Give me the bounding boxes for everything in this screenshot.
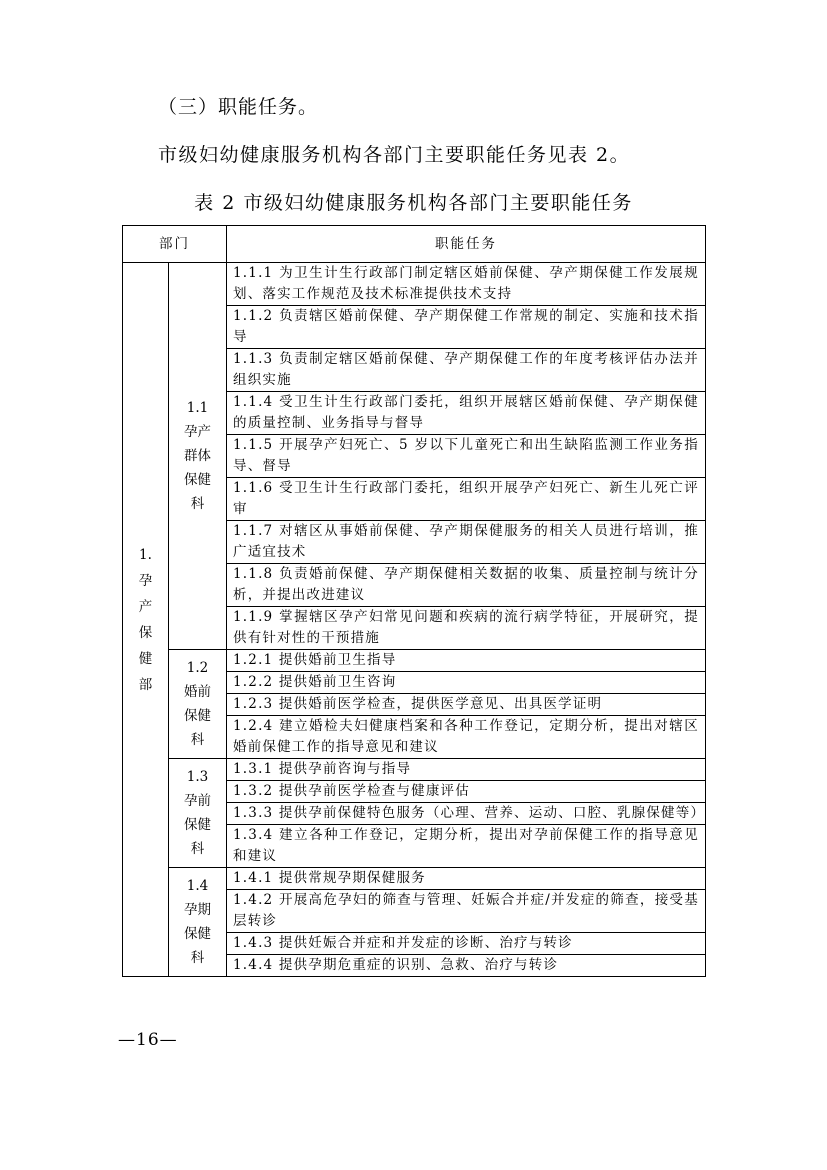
header-tasks: 职能任务 <box>227 226 706 263</box>
task-cell: 1.1.4 受卫生计生行政部门委托，组织开展辖区婚前保健、孕产期保健的质量控制、业务指导与督导 <box>227 392 706 435</box>
table-body <box>123 263 706 977</box>
intro-paragraph: 市级妇幼健康服务机构各部门主要职能任务见表 2。 <box>158 144 631 166</box>
task-cell: 1.4.2 开展高危孕妇的筛查与管理、妊娠合并症/并发症的筛查，接受基层转诊 <box>227 890 706 933</box>
task-cell: 1.4.1 提供常规孕期保健服务 <box>227 868 706 890</box>
section-label: 1.4 孕期 保健 科 <box>169 868 227 977</box>
task-cell: 1.1.6 受卫生计生行政部门委托，组织开展孕产妇死亡、新生儿死亡评审 <box>227 478 706 521</box>
section-label: 1.3 孕前 保健 科 <box>169 759 227 868</box>
task-cell: 1.3.3 提供孕前保健特色服务（心理、营养、运动、口腔、乳腺保健等） <box>227 803 706 825</box>
task-cell: 1.4.3 提供妊娠合并症和并发症的诊断、治疗与转诊 <box>227 933 706 955</box>
task-cell: 1.1.8 负责婚前保健、孕产期保健相关数据的收集、质量控制与统计分析，并提出改进建议 <box>227 564 706 607</box>
page-number: —16— <box>118 1030 178 1050</box>
task-cell: 1.3.1 提供孕前咨询与指导 <box>227 759 706 781</box>
table-row <box>123 868 706 890</box>
task-cell: 1.3.2 提供孕前医学检查与健康评估 <box>227 781 706 803</box>
task-cell: 1.1.3 负责制定辖区婚前保健、孕产期保健工作的年度考核评估办法并组织实施 <box>227 349 706 392</box>
task-cell: 1.2.3 提供婚前医学检查，提供医学意见、出具医学证明 <box>227 694 706 716</box>
task-cell: 1.3.4 建立各种工作登记，定期分析，提出对孕前保健工作的指导意见和建议 <box>227 825 706 868</box>
task-cell: 1.4.4 提供孕期危重症的识别、急救、治疗与转诊 <box>227 955 706 977</box>
header-department: 部门 <box>123 226 227 263</box>
table-header-row <box>123 226 706 263</box>
section-label: 1.1 孕产 群体 保健 科 <box>169 263 227 650</box>
table-row <box>123 263 706 306</box>
task-cell: 1.1.9 掌握辖区孕产妇常见问题和疾病的流行病学特征，开展研究，提供有针对性的干预措施 <box>227 607 706 650</box>
section-heading: （三）职能任务。 <box>158 96 319 118</box>
task-cell: 1.2.1 提供婚前卫生指导 <box>227 650 706 672</box>
duty-table <box>122 225 706 977</box>
table-row <box>123 650 706 672</box>
task-cell: 1.2.2 提供婚前卫生咨询 <box>227 672 706 694</box>
task-cell: 1.1.7 对辖区从事婚前保健、孕产期保健服务的相关人员进行培训，推广适宜技术 <box>227 521 706 564</box>
table-row <box>123 759 706 781</box>
task-cell: 1.2.4 建立婚检夫妇健康档案和各种工作登记，定期分析，提出对辖区婚前保健工作的指导意见和建议 <box>227 716 706 759</box>
table-caption: 表 2 市级妇幼健康服务机构各部门主要职能任务 <box>194 192 633 214</box>
task-cell: 1.1.5 开展孕产妇死亡、5 岁以下儿童死亡和出生缺陷监测工作业务指导、督导 <box>227 435 706 478</box>
department-label: 1. 孕 产 保 健 部 <box>123 263 169 977</box>
task-cell: 1.1.2 负责辖区婚前保健、孕产期保健工作常规的制定、实施和技术指导 <box>227 306 706 349</box>
task-cell: 1.1.1 为卫生计生行政部门制定辖区婚前保健、孕产期保健工作发展规划、落实工作规范及技术标准提供技术支持 <box>227 263 706 306</box>
section-label: 1.2 婚前 保健 科 <box>169 650 227 759</box>
